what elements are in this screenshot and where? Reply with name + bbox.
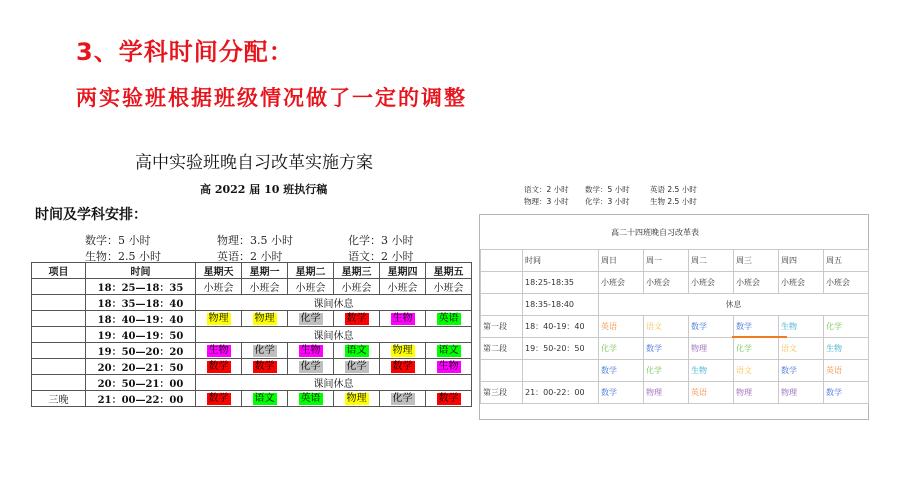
table-row	[32, 327, 472, 343]
schedule-cell: 数学	[689, 316, 734, 338]
schedule-cell	[426, 343, 472, 359]
subject-tag: 化学	[254, 344, 275, 356]
schedule-cell: 周日	[599, 250, 644, 272]
schedule-cell: 数学	[734, 316, 779, 338]
table-row	[32, 279, 472, 295]
class14-schedule-table	[480, 249, 869, 404]
schedule-cell	[196, 311, 242, 327]
schedule-cell: 数学	[599, 382, 644, 404]
schedule-cell: 小班会	[689, 272, 734, 294]
table-row	[481, 360, 869, 382]
subject-tag: 化学	[346, 360, 367, 372]
schedule-cell	[426, 311, 472, 327]
table-row	[481, 382, 869, 404]
schedule-cell: 化学	[644, 360, 689, 382]
subject-hours: 生物：2.5 小时	[85, 250, 161, 263]
subject-tag: 生物	[208, 344, 229, 356]
time-cell: 19：40—19：50	[86, 327, 196, 343]
schedule-cell	[196, 343, 242, 359]
schedule-cell: 周五	[824, 250, 869, 272]
schedule-cell: 物理	[734, 382, 779, 404]
break-cell: 课间休息	[196, 295, 472, 311]
time-cell	[523, 360, 599, 382]
schedule-cell: 生物	[779, 316, 824, 338]
time-cell: 20：50—21：00	[86, 375, 196, 391]
time-cell: 时间	[523, 250, 599, 272]
subject-hours: 化学：3 小时	[348, 234, 414, 247]
subject-tag: 语文	[346, 344, 367, 356]
schedule-cell	[426, 391, 472, 407]
schedule-cell: 小班会	[426, 279, 472, 295]
schedule-cell: 小班会	[779, 272, 824, 294]
column-header: 星期三	[334, 263, 380, 279]
schedule-cell	[196, 391, 242, 407]
schedule-cell: 小班会	[334, 279, 380, 295]
schedule-cell: 化学	[824, 316, 869, 338]
subject-tag: 数学	[438, 392, 459, 404]
subject-tag: 数学	[346, 312, 367, 324]
schedule-cell	[288, 311, 334, 327]
schedule-cell: 周二	[689, 250, 734, 272]
row-label	[32, 295, 86, 311]
schedule-cell: 小班会	[380, 279, 426, 295]
row-label	[481, 250, 523, 272]
section-heading: 时间及学科安排：	[35, 207, 147, 223]
schedule-cell	[242, 311, 288, 327]
schedule-cell: 语文	[779, 338, 824, 360]
row-label	[32, 279, 86, 295]
row-label: 第一段	[481, 316, 523, 338]
subject-hours: 语文：2 小时	[524, 185, 569, 194]
class10-schedule-table	[31, 262, 472, 407]
schedule-cell: 周一	[644, 250, 689, 272]
subject-hours: 物理：3 小时	[524, 197, 569, 206]
table-row	[481, 294, 869, 316]
schedule-cell: 小班会	[824, 272, 869, 294]
subject-tag: 化学	[300, 360, 321, 372]
time-cell: 18：40-19：40	[523, 316, 599, 338]
schedule-cell	[242, 343, 288, 359]
row-label	[32, 375, 86, 391]
subject-tag: 数学	[392, 360, 413, 372]
schedule-cell: 英语	[689, 382, 734, 404]
schedule-cell	[242, 391, 288, 407]
column-header: 时间	[86, 263, 196, 279]
row-label: 第三段	[481, 382, 523, 404]
schedule-cell	[380, 343, 426, 359]
schedule-cell: 小班会	[644, 272, 689, 294]
schedule-cell: 数学	[644, 338, 689, 360]
subject-tag: 语文	[438, 344, 459, 356]
table-row	[32, 311, 472, 327]
time-cell: 18:35-18:40	[523, 294, 599, 316]
schedule-cell	[242, 359, 288, 375]
subject-tag: 物理	[346, 392, 367, 404]
time-cell: 18：25—18：35	[86, 279, 196, 295]
time-cell: 21：00-22：00	[523, 382, 599, 404]
time-cell: 18：40—19：40	[86, 311, 196, 327]
row-label	[32, 343, 86, 359]
row-label	[32, 311, 86, 327]
schedule-cell: 数学	[599, 360, 644, 382]
table-row	[32, 391, 472, 407]
document-subtitle: 高 2022 届 10 班执行稿	[200, 183, 328, 196]
subject-tag: 生物	[392, 312, 413, 324]
schedule-cell	[334, 391, 380, 407]
schedule-cell: 周四	[779, 250, 824, 272]
schedule-cell	[334, 311, 380, 327]
row-label	[32, 359, 86, 375]
schedule-cell	[426, 359, 472, 375]
schedule-cell: 周三	[734, 250, 779, 272]
row-label	[481, 294, 523, 316]
table-row	[32, 375, 472, 391]
subject-hours: 物理：3.5 小时	[217, 234, 293, 247]
highlight-underline	[732, 336, 787, 338]
row-label	[32, 327, 86, 343]
schedule-cell: 物理	[779, 382, 824, 404]
schedule-cell: 化学	[599, 338, 644, 360]
schedule-cell: 小班会	[196, 279, 242, 295]
column-header: 星期四	[380, 263, 426, 279]
slide-title: 3、学科时间分配：	[76, 38, 294, 66]
column-header: 星期二	[288, 263, 334, 279]
schedule-cell	[334, 343, 380, 359]
time-cell: 19：50—20：20	[86, 343, 196, 359]
subject-tag: 语文	[254, 392, 275, 404]
break-cell: 课间休息	[196, 327, 472, 343]
schedule-cell	[288, 343, 334, 359]
schedule-cell	[196, 359, 242, 375]
subject-tag: 生物	[438, 360, 459, 372]
time-cell: 19：50-20：50	[523, 338, 599, 360]
schedule-cell: 语文	[734, 360, 779, 382]
column-header: 星期一	[242, 263, 288, 279]
subject-tag: 化学	[392, 392, 413, 404]
schedule-cell: 英语	[824, 360, 869, 382]
schedule-cell: 数学	[824, 382, 869, 404]
schedule-cell: 语文	[644, 316, 689, 338]
table-row	[32, 359, 472, 375]
time-cell: 21：00—22：00	[86, 391, 196, 407]
subject-hours: 语文：2 小时	[348, 250, 414, 263]
row-label: 三晚	[32, 391, 86, 407]
schedule-cell: 数学	[779, 360, 824, 382]
subject-hours: 英语 2.5 小时	[650, 185, 697, 194]
subject-hours: 生物 2.5 小时	[650, 197, 697, 206]
column-header: 星期天	[196, 263, 242, 279]
schedule-cell: 物理	[644, 382, 689, 404]
subject-tag: 生物	[300, 344, 321, 356]
slide-subtitle: 两实验班根据班级情况做了一定的调整	[76, 86, 467, 110]
subject-tag: 化学	[300, 312, 321, 324]
table-row	[32, 343, 472, 359]
schedule-cell: 小班会	[242, 279, 288, 295]
schedule-cell: 小班会	[734, 272, 779, 294]
schedule-cell	[380, 359, 426, 375]
time-cell: 18:25-18:35	[523, 272, 599, 294]
table-row	[32, 295, 472, 311]
table-row	[481, 250, 869, 272]
schedule-cell	[288, 359, 334, 375]
schedule-cell: 小班会	[288, 279, 334, 295]
subject-hours: 英语：2 小时	[217, 250, 283, 263]
time-cell: 18：35—18：40	[86, 295, 196, 311]
subject-tag: 物理	[254, 312, 275, 324]
row-label	[481, 360, 523, 382]
schedule-cell: 英语	[599, 316, 644, 338]
schedule-cell: 物理	[689, 338, 734, 360]
subject-hours: 化学：3 小时	[585, 197, 630, 206]
break-cell: 课间休息	[196, 375, 472, 391]
schedule-cell	[334, 359, 380, 375]
subject-tag: 物理	[392, 344, 413, 356]
subject-hours: 数学：5 小时	[585, 185, 630, 194]
subject-hours: 数学：5 小时	[85, 234, 151, 247]
row-label: 第二段	[481, 338, 523, 360]
subject-tag: 数学	[208, 392, 229, 404]
subject-tag: 英语	[438, 312, 459, 324]
document-title: 高二十四班晚自习改革表	[611, 228, 699, 237]
column-header: 星期五	[426, 263, 472, 279]
time-cell: 20：20—21：50	[86, 359, 196, 375]
column-header: 项目	[32, 263, 86, 279]
schedule-cell	[380, 311, 426, 327]
document-title: 高中实验班晚自习改革实施方案	[135, 153, 373, 173]
subject-tag: 数学	[254, 360, 275, 372]
class14-schedule-document	[479, 180, 868, 418]
schedule-cell: 生物	[689, 360, 734, 382]
class10-schedule-document	[25, 148, 470, 423]
schedule-cell	[288, 391, 334, 407]
schedule-cell: 小班会	[599, 272, 644, 294]
schedule-cell	[380, 391, 426, 407]
break-cell: 休息	[599, 294, 869, 316]
table-row	[481, 316, 869, 338]
table-row	[481, 338, 869, 360]
schedule-cell: 生物	[824, 338, 869, 360]
subject-tag: 数学	[208, 360, 229, 372]
row-label	[481, 272, 523, 294]
subject-tag: 英语	[300, 392, 321, 404]
schedule-cell: 化学	[734, 338, 779, 360]
subject-tag: 物理	[208, 312, 229, 324]
table-row	[481, 272, 869, 294]
